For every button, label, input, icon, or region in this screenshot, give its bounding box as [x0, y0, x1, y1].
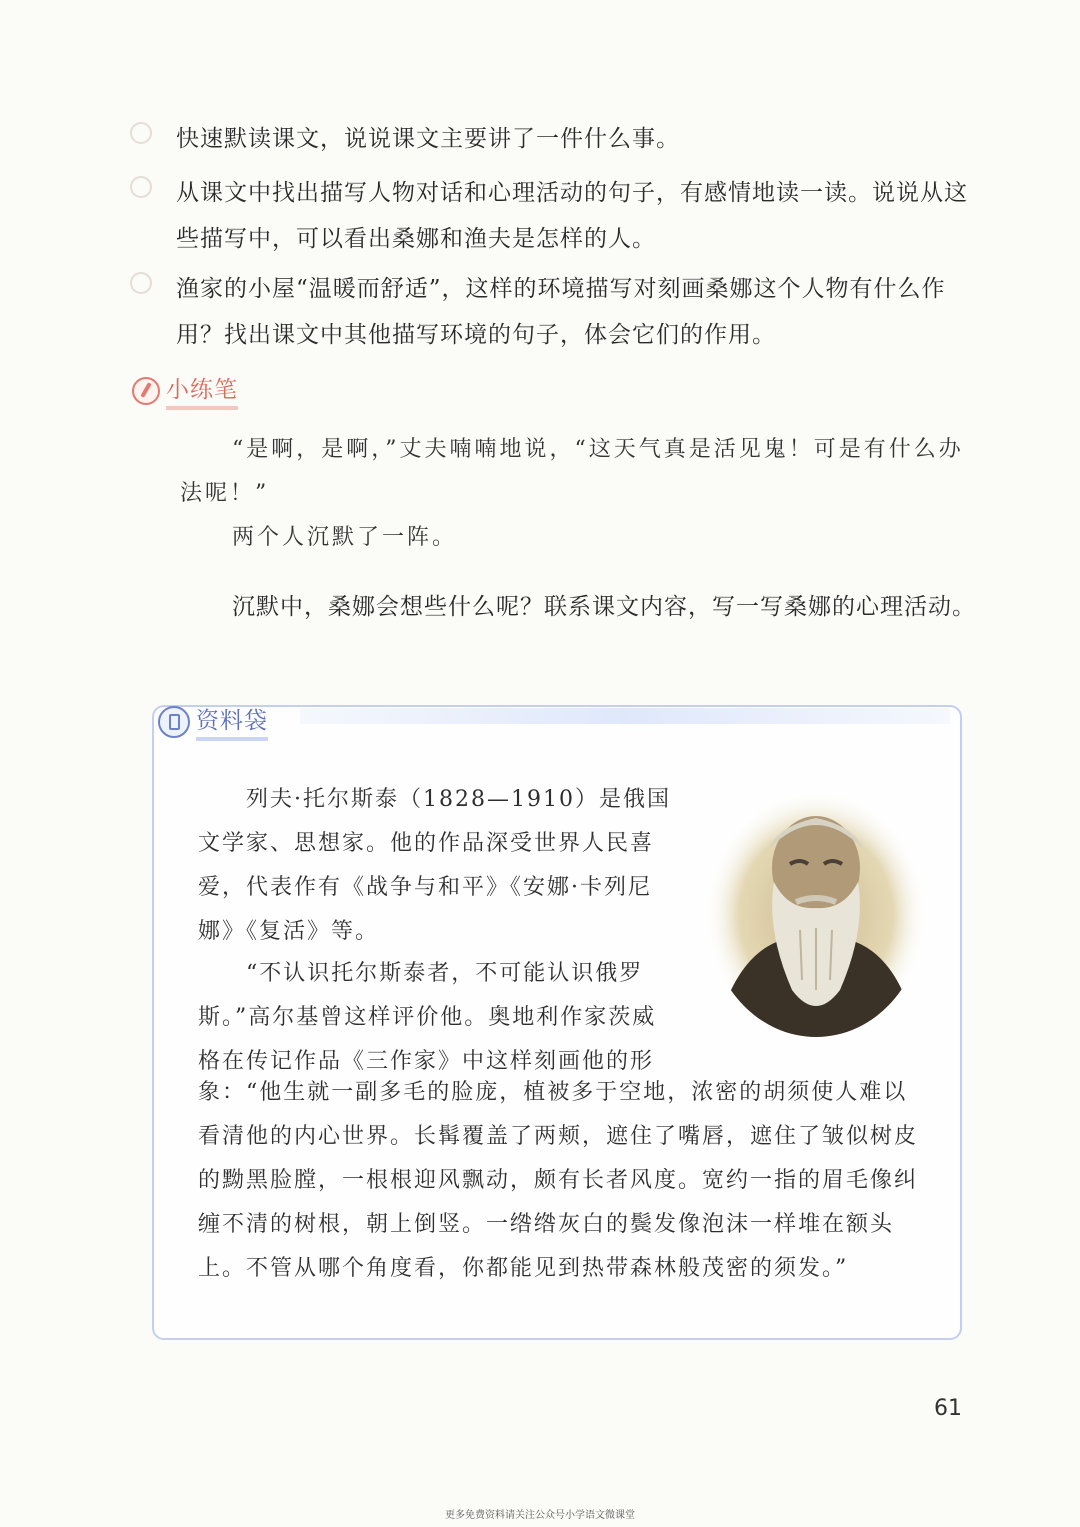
question-3 — [130, 266, 980, 358]
info-paragraph-3: 象：“他生就一副多毛的脸庞，植被多于空地，浓密的胡须使人难以看清他的内心世界。长髯覆盖了两颊，遮住了嘴唇，遮住了皱似树皮的黝黑脸膛，一根根迎风飘动，颇有长者风度。宽约一指的眉毛像纠缠不清的树根，朝上倒竖。一绺绺灰白的鬓发像泡沫一样堆在额头上。不管从哪个角度看，你都能见到热带森林般茂密的须发。” — [198, 1080, 919, 1281]
info-paragraph-1: 列夫·托尔斯泰（1828—1910）是俄国文学家、思想家。他的作品深受世界人民喜爱，代表作有《战争与和平》《安娜·卡列尼娜》《复活》等。 — [198, 787, 671, 944]
tolstoy-portrait — [704, 790, 928, 1040]
book-icon — [158, 706, 190, 738]
question-number-icon — [130, 176, 152, 198]
pen-icon — [132, 377, 160, 405]
question-text: 快速默读课文，说说课文主要讲了一件什么事。 — [176, 126, 680, 152]
practice-excerpt-1: “是啊，是啊，”丈夫喃喃地说，“这天气真是活见鬼！可是有什么办法呢！” — [180, 437, 964, 506]
question-1 — [130, 116, 980, 162]
question-number-icon — [130, 272, 152, 294]
footer-note: 更多免费资料请关注公众号小学语文微课堂 — [445, 1510, 635, 1521]
question-text: 从课文中找出描写人物对话和心理活动的句子，有感情地读一读。说说从这些描写中，可以看出桑娜和渔夫是怎样的人。 — [176, 180, 968, 252]
page-number: 61 — [934, 1396, 962, 1421]
practice-heading — [132, 371, 238, 410]
info-paragraph-2: “不认识托尔斯泰者，不可能认识俄罗斯。”高尔基曾这样评价他。奥地利作家茨威格在传记作品《三作家》中这样刻画他的形 — [198, 961, 657, 1074]
info-heading — [158, 702, 268, 741]
question-number-icon — [130, 122, 152, 144]
practice-title: 小练笔 — [166, 371, 238, 410]
practice-prompt: 沉默中，桑娜会想些什么呢？联系课文内容，写一写桑娜的心理活动。 — [232, 594, 976, 620]
info-title: 资料袋 — [196, 702, 268, 741]
practice-excerpt-2: 两个人沉默了一阵。 — [232, 525, 458, 550]
question-text: 渔家的小屋“温暖而舒适”，这样的环境描写对刻画桑娜这个人物有什么作用？找出课文中其他描写环境的句子，体会它们的作用。 — [176, 276, 946, 348]
question-2 — [130, 170, 980, 262]
info-header-band — [300, 708, 950, 724]
